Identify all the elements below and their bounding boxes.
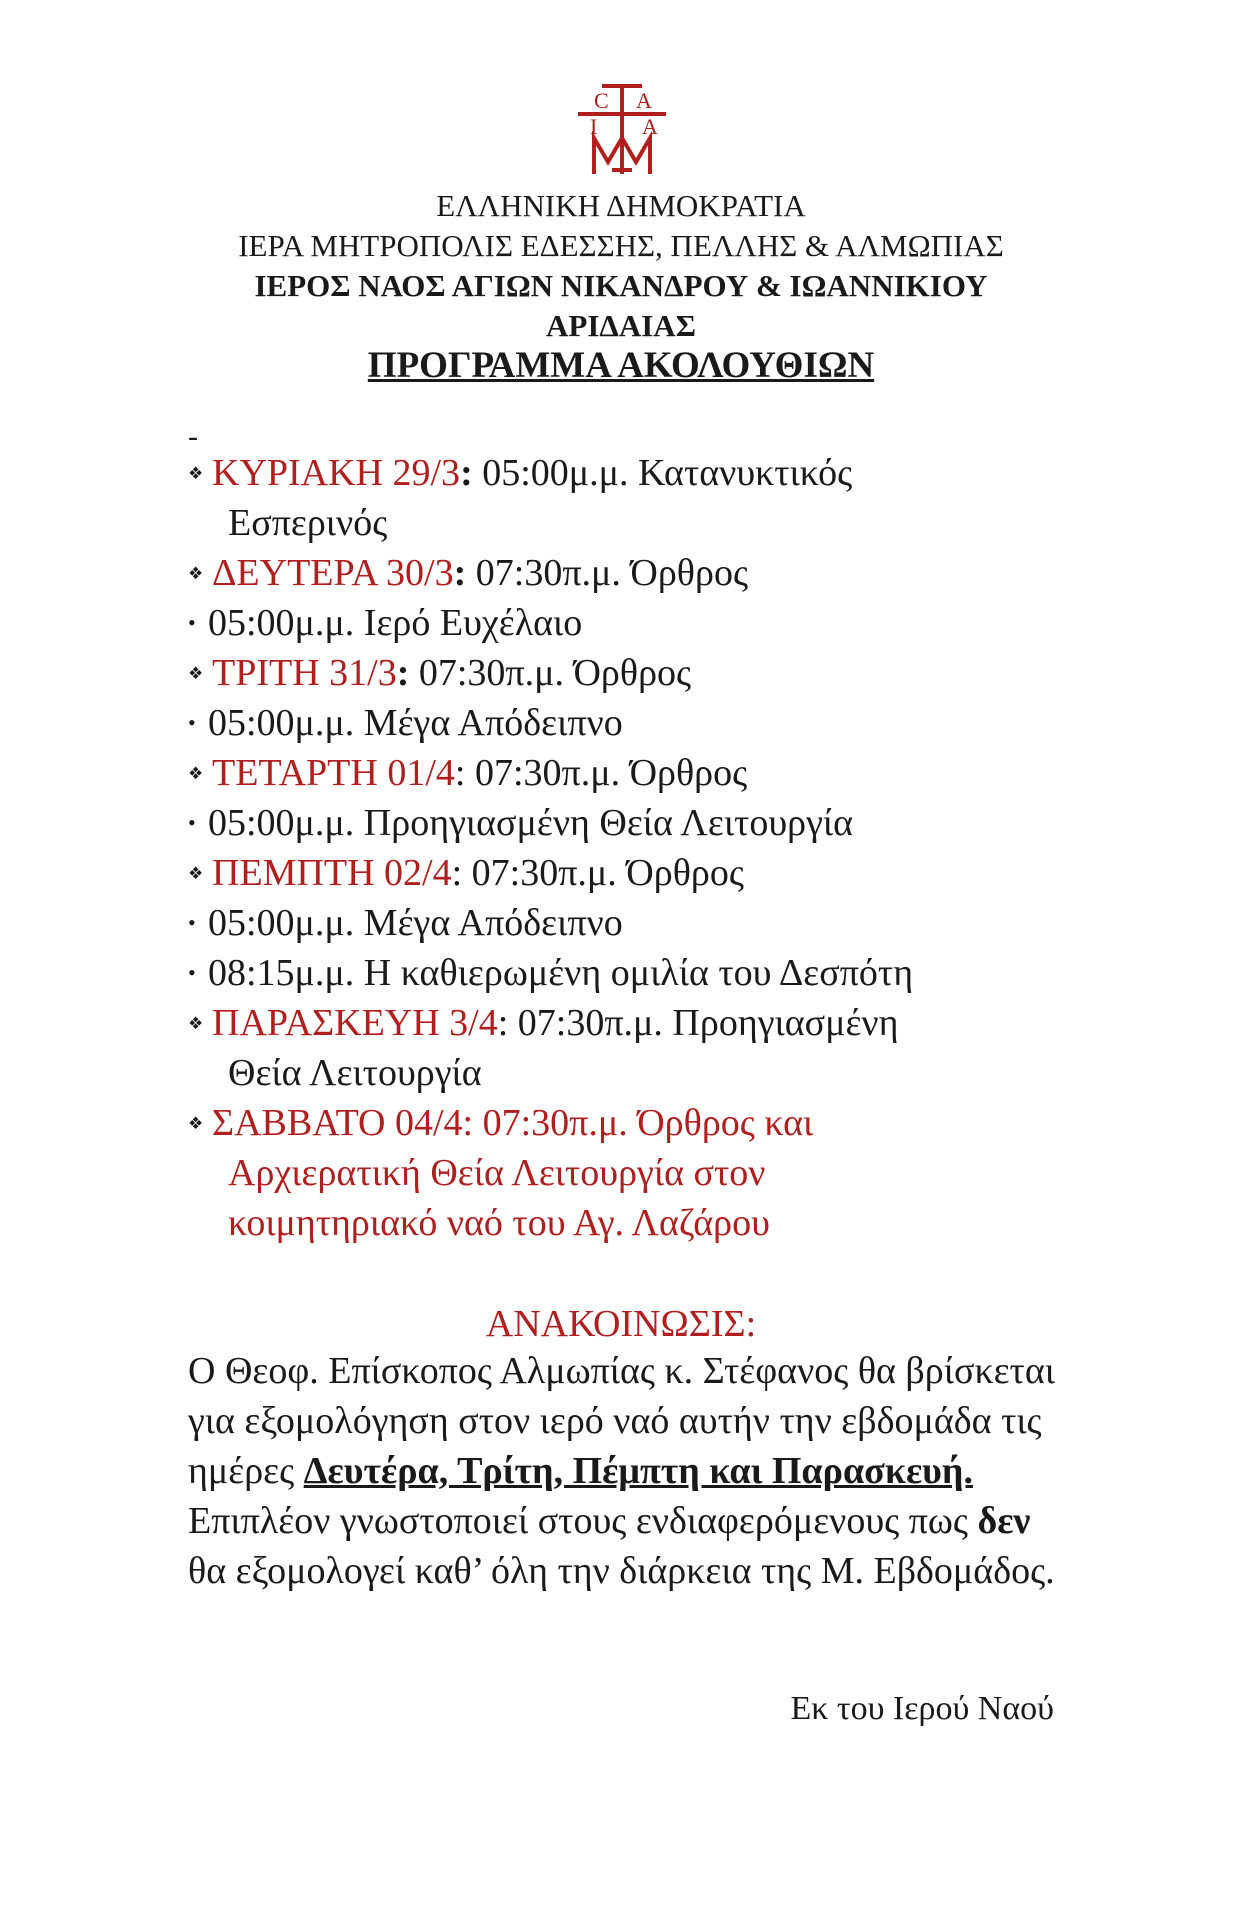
svg-text:C: C [594,88,609,113]
svg-text:I: I [590,114,598,139]
diamond-bullet-icon: ❖ [188,1014,204,1033]
dot-bullet-icon: • [188,610,196,635]
schedule-entry-saturday: ❖ ΣΑΒΒΑΤΟ 04/4: 07:30π.μ. Όρθρος και [188,1098,1088,1148]
dot-bullet-icon: • [188,960,196,985]
church-monogram-icon [572,82,672,178]
page-title: ΠΡΟΓΡΑΜΜΑ ΑΚΟΛΟΥΘΙΩΝ [367,345,875,386]
diamond-bullet-icon: ❖ [188,1114,204,1133]
schedule-subitem: • 05:00μ.μ. Προηγιασμένη Θεία Λειτουργία [188,798,1088,848]
schedule-entry-continuation: Εσπερινός [228,502,388,544]
diamond-bullet-icon: ❖ [188,664,204,683]
schedule-marker: - [188,420,198,453]
signature: Εκ του Ιερού Ναού [790,1690,1054,1727]
diamond-bullet-icon: ❖ [188,764,204,783]
schedule-list [188,448,1088,1248]
schedule-subitem: • 05:00μ.μ. Μέγα Απόδειπνο [188,698,1088,748]
schedule-entry-continuation: Αρχιερατική Θεία Λειτουργία στον [228,1152,766,1194]
diamond-bullet-icon: ❖ [188,864,204,883]
announcements-body: Ο Θεοφ. Επίσκοπος Αλμωπίας κ. Στέφανος θα βρίσκεται για εξομολόγηση στον ιερό ναό αυτήν την εβδομάδα τις ημέρες Δευτέρα, Τρίτη, Πέμπτη και Παρασκευή. Επιπλέον γνωστοποιεί στους ενδιαφερόμενους πως δεν θα εξομολογεί καθ’ όλη την διάρκεια της Μ. Εβδομάδος. [188,1350,1055,1592]
schedule-subitem: • 05:00μ.μ. Ιερό Ευχέλαιο [188,598,1088,648]
svg-text:A: A [636,88,652,113]
schedule-subitem: • 08:15μ.μ. Η καθιερωμένη ομιλία του Δεσπότη [188,948,1088,998]
diamond-bullet-icon: ❖ [188,564,204,583]
schedule-entry-wednesday: ❖ ΤΕΤΑΡΤΗ 01/4: 07:30π.μ. Όρθρος [188,748,1088,798]
confession-days: Δευτέρα, Τρίτη, Πέμπτη και Παρασκευή. [303,1450,973,1492]
schedule-entry-continuation: κοιμητηριακό ναό του Αγ. Λαζάρου [228,1202,770,1244]
dot-bullet-icon: • [188,810,196,835]
header-town: ΑΡΙΔΑΙΑΣ [546,308,696,343]
schedule-entry-tuesday: ❖ ΤΡΙΤΗ 31/3: 07:30π.μ. Όρθρος [188,648,1088,698]
schedule-entry-friday: ❖ ΠΑΡΑΣΚΕΥΗ 3/4: 07:30π.μ. Προηγιασμένη [188,998,1088,1048]
header-country: ΕΛΛΗΝΙΚΗ ΔΗΜΟΚΡΑΤΙΑ [436,188,806,223]
dot-bullet-icon: • [188,710,196,735]
svg-text:A: A [642,114,658,139]
dot-bullet-icon: • [188,910,196,935]
diamond-bullet-icon: ❖ [188,464,204,483]
header-metropolis: ΙΕΡΑ ΜΗΤΡΟΠΟΛΙΣ ΕΔΕΣΣΗΣ, ΠΕΛΛΗΣ & ΑΛΜΩΠΙΑΣ [238,228,1004,263]
schedule-entry-sunday: ❖ ΚΥΡΙΑΚΗ 29/3: 05:00μ.μ. Κατανυκτικός [188,448,1088,498]
schedule-entry-monday: ❖ ΔΕΥΤΕΡΑ 30/3: 07:30π.μ. Όρθρος [188,548,1088,598]
header-church: ΙΕΡΟΣ ΝΑΟΣ ΑΓΙΩΝ ΝΙΚΑΝΔΡΟΥ & ΙΩΑΝΝΙΚΙΟΥ [254,268,988,303]
schedule-entry-continuation: Θεία Λειτουργία [228,1052,482,1094]
announcements-title: ΑΝΑΚΟΙΝΩΣΙΣ: [485,1303,757,1345]
schedule-entry-thursday: ❖ ΠΕΜΠΤΗ 02/4: 07:30π.μ. Όρθρος [188,848,1088,898]
schedule-subitem: • 05:00μ.μ. Μέγα Απόδειπνο [188,898,1088,948]
